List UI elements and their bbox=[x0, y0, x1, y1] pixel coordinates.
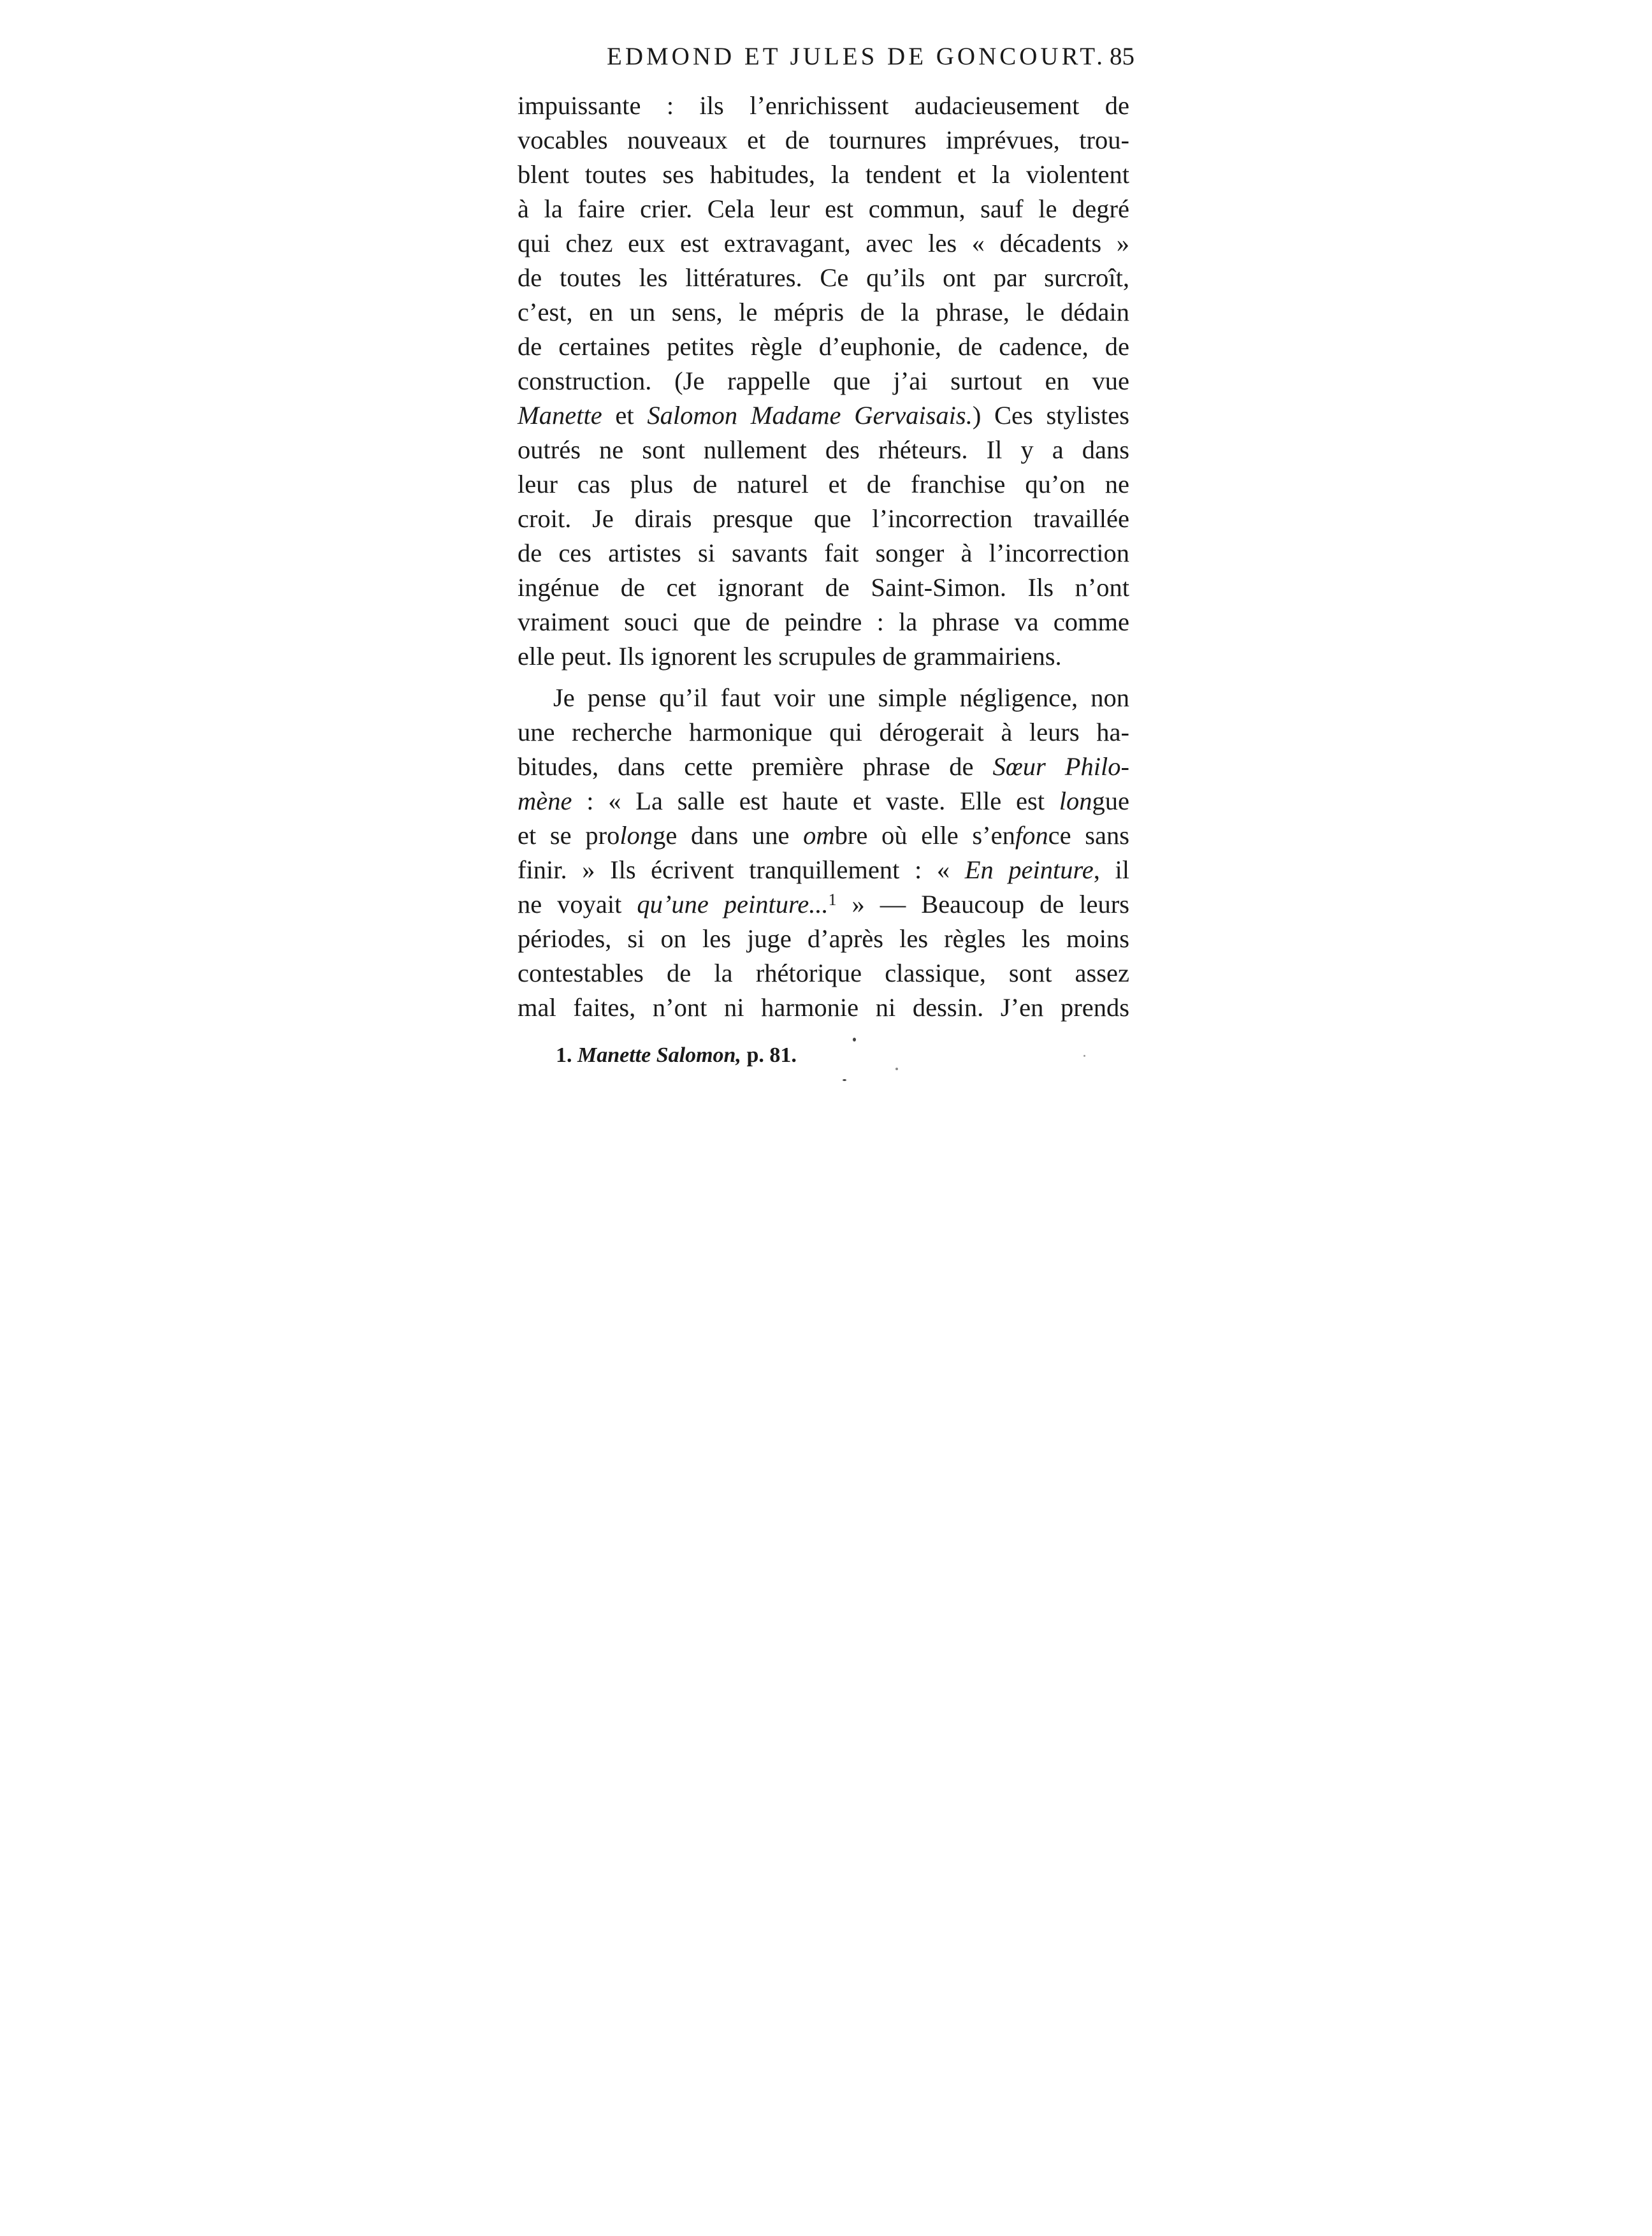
text-line: vocables nouveaux et de tournures imprévues, trou- bbox=[518, 126, 1129, 154]
italic-quote: En peinture bbox=[964, 855, 1094, 884]
text-line: périodes, si on les juge d’après les règles les moins bbox=[518, 924, 1129, 953]
text-line: de ces artistes si savants fait songer à l’incorrection bbox=[518, 539, 1129, 567]
text-line: outrés ne sont nullement des rhéteurs. Il y a dans bbox=[518, 435, 1129, 464]
scan-speck bbox=[853, 1038, 856, 1042]
text-line: une recherche harmonique qui dérogerait à leurs ha- bbox=[518, 718, 1129, 746]
footnote-number: 1. bbox=[556, 1043, 572, 1067]
text-line: ingénue de cet ignorant de Saint-Simon. Ils n’ont bbox=[518, 573, 1129, 602]
italic-title: Sœur Philo- bbox=[992, 752, 1129, 781]
text-line: vraiment souci que de peindre : la phrase va comme bbox=[518, 607, 1129, 636]
text-line: de certaines petites règle d’euphonie, de cadence, de bbox=[518, 332, 1129, 361]
text-line: de toutes les littératures. Ce qu’ils ont par surcroît, bbox=[518, 263, 1129, 292]
text-line: à la faire crier. Cela leur est commun, sauf le degré bbox=[518, 194, 1129, 223]
text-line: construction. (Je rappelle que j’ai surtout en vue bbox=[518, 367, 1129, 395]
text-line: mène : « La salle est haute et vaste. Elle est longue bbox=[518, 787, 1129, 815]
text-line: Manette et Salomon Madame Gervaisais.) Ces stylistes bbox=[518, 401, 1129, 430]
text-line: contestables de la rhétorique classique, sont assez bbox=[518, 959, 1129, 987]
page-number: 85 bbox=[1110, 43, 1134, 70]
text-line: blent toutes ses habitudes, la tendent et la violentent bbox=[518, 160, 1129, 189]
running-title: EDMOND ET JULES DE GONCOURT. bbox=[607, 43, 1106, 70]
text-line: croit. Je dirais presque que l’incorrection travaillée bbox=[518, 504, 1129, 533]
text-line: ne voyait qu’une peinture...$^1$ » — Beaucoup de leurs bbox=[518, 890, 1129, 918]
italic-title: Salomon Madame Gervaisais. bbox=[647, 401, 973, 430]
italic-title: Manette bbox=[518, 401, 602, 430]
text-line: mal faites, n’ont ni harmonie ni dessin. J’en prends bbox=[518, 993, 1129, 1022]
text-line: elle peut. Ils ignorent les scrupules de grammairiens. bbox=[518, 642, 1062, 671]
text-line: c’est, en un sens, le mépris de la phrase, le dédain bbox=[518, 298, 1129, 326]
text-line: leur cas plus de naturel et de franchise qu’on ne bbox=[518, 470, 1129, 498]
text-line: et se prolonge dans une ombre où elle s’enfonce sans bbox=[518, 821, 1129, 850]
scan-speck bbox=[895, 1068, 898, 1070]
text-line: bitudes, dans cette première phrase de Sœur Philo- bbox=[518, 752, 1129, 781]
footnote bbox=[556, 1043, 797, 1068]
text-line: impuissante : ils l’enrichissent audacieusement de bbox=[518, 91, 1129, 120]
text-line: Je pense qu’il faut voir une simple négligence, non bbox=[553, 683, 1129, 712]
scan-speck bbox=[1083, 1055, 1085, 1057]
italic-quote: qu’une peinture... bbox=[637, 890, 829, 918]
running-head bbox=[518, 42, 1143, 80]
scan-speck bbox=[843, 1079, 846, 1081]
footnote-title: Manette Salomon, bbox=[577, 1043, 741, 1067]
text-line: qui chez eux est extravagant, avec les « décadents » bbox=[518, 229, 1129, 258]
footnote-ref: 1 bbox=[828, 890, 837, 909]
footnote-page: p. 81. bbox=[746, 1043, 797, 1067]
text-line: finir. » Ils écrivent tranquillement : « En peinture, il bbox=[518, 855, 1129, 884]
